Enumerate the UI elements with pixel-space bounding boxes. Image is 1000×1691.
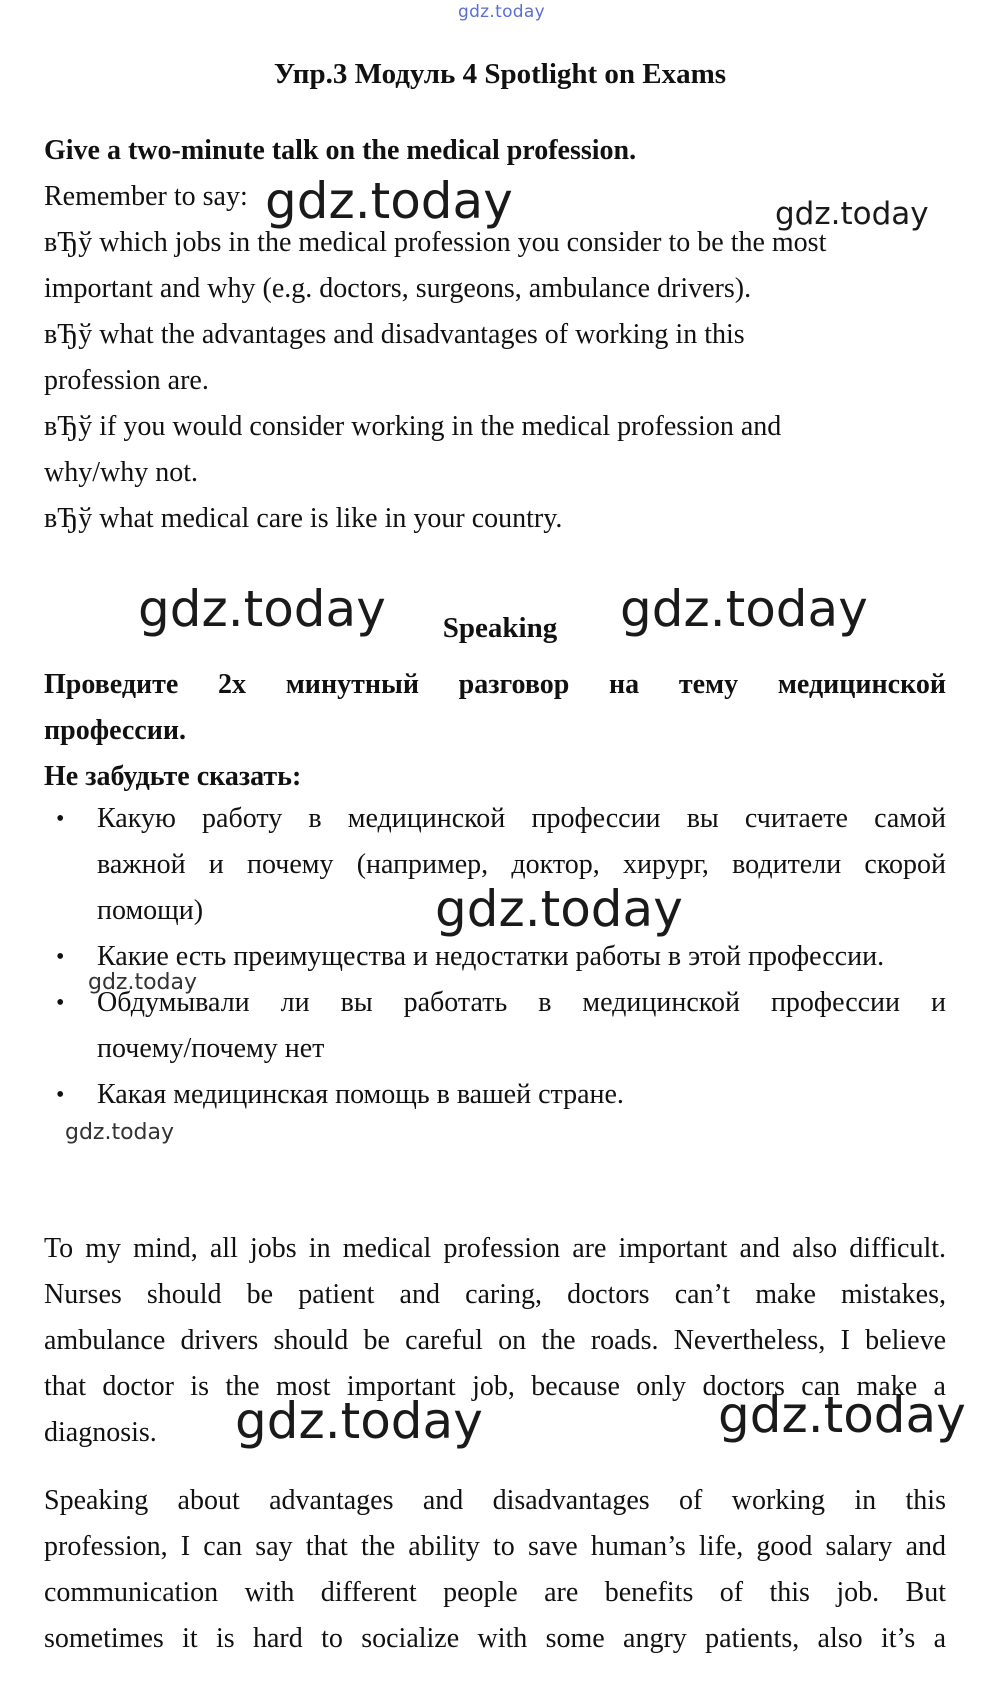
list-item-line: важной и почему (например, доктор, хирург, водители скорой	[97, 849, 946, 880]
task-line: вЂў what the advantages and disadvantages of working in this	[44, 319, 745, 350]
bullet-icon: •	[56, 1082, 65, 1108]
list-item-line: помощи)	[97, 895, 204, 926]
paragraph-line: diagnosis.	[44, 1417, 157, 1448]
list-item-line: Какие есть преимущества и недостатки работы в этой профессии.	[97, 941, 885, 972]
list-item-line: почему/почему нет	[97, 1033, 325, 1064]
watermark: gdz.today	[138, 580, 386, 638]
list-item-line: Какая медицинская помощь в вашей стране.	[97, 1079, 624, 1110]
remember-label-en: Remember to say:	[44, 181, 248, 212]
watermark: gdz.today	[620, 580, 868, 638]
task-russian	[44, 662, 946, 800]
speaking-heading: Speaking	[442, 612, 558, 644]
remember-label-ru: Не забудьте сказать:	[44, 761, 302, 792]
task-line: important and why (e.g. doctors, surgeons, ambulance drivers).	[44, 273, 752, 304]
watermark: gdz.today	[718, 1386, 966, 1444]
paragraph-line: that doctor is the most important job, because only doctors can make a	[44, 1371, 946, 1402]
watermark: gdz.today	[88, 970, 198, 995]
task-heading-ru-line2: профессии.	[44, 715, 186, 746]
watermark: gdz.today	[775, 196, 929, 232]
task-heading-en: Give a two-minute talk on the medical profession.	[44, 135, 637, 166]
task-line: why/why not.	[44, 457, 198, 488]
paragraph-line: Nurses should be patient and caring, doctors can’t make mistakes,	[44, 1279, 946, 1310]
paragraph-line: communication with different people are benefits of this job. But	[44, 1577, 946, 1608]
task-line: вЂў if you would consider working in the medical profession and	[44, 411, 782, 442]
task-heading-ru-line1: Проведите 2х минутный разговор на тему медицинской	[44, 669, 946, 700]
watermark: gdz.today	[65, 1120, 175, 1145]
bullet-icon: •	[56, 806, 65, 832]
paragraph-line: ambulance drivers should be careful on the roads. Nevertheless, I believe	[44, 1325, 946, 1356]
paragraph-line: To my mind, all jobs in medical profession are important and also difficult.	[44, 1233, 946, 1264]
paragraph-line: profession, I can say that the ability to save human’s life, good salary and	[44, 1531, 946, 1562]
watermark-top: gdz.today	[458, 2, 545, 22]
bullet-icon: •	[56, 990, 65, 1016]
task-line: profession are.	[44, 365, 209, 396]
bullet-icon: •	[56, 944, 65, 970]
list-item-line: Какую работу в медицинской профессии вы считаете самой	[97, 803, 946, 834]
paragraph-line: Speaking about advantages and disadvantages of working in this	[44, 1485, 946, 1516]
answer-paragraph-2	[44, 1478, 946, 1662]
watermark: gdz.today	[235, 1392, 483, 1450]
bullet-list-ru	[44, 796, 946, 1118]
list-item	[44, 1072, 946, 1118]
watermark: gdz.today	[435, 880, 683, 938]
list-item-line: Обдумывали ли вы работать в медицинской профессии и	[97, 987, 946, 1018]
task-line: вЂў which jobs in the medical profession you consider to be the most	[44, 227, 827, 258]
page-title: Упр.3 Модуль 4 Spotlight on Exams	[273, 58, 727, 90]
watermark: gdz.today	[265, 172, 513, 230]
paragraph-line: sometimes it is hard to socialize with some angry patients, also it’s a	[44, 1623, 946, 1654]
task-line: вЂў what medical care is like in your country.	[44, 503, 563, 534]
